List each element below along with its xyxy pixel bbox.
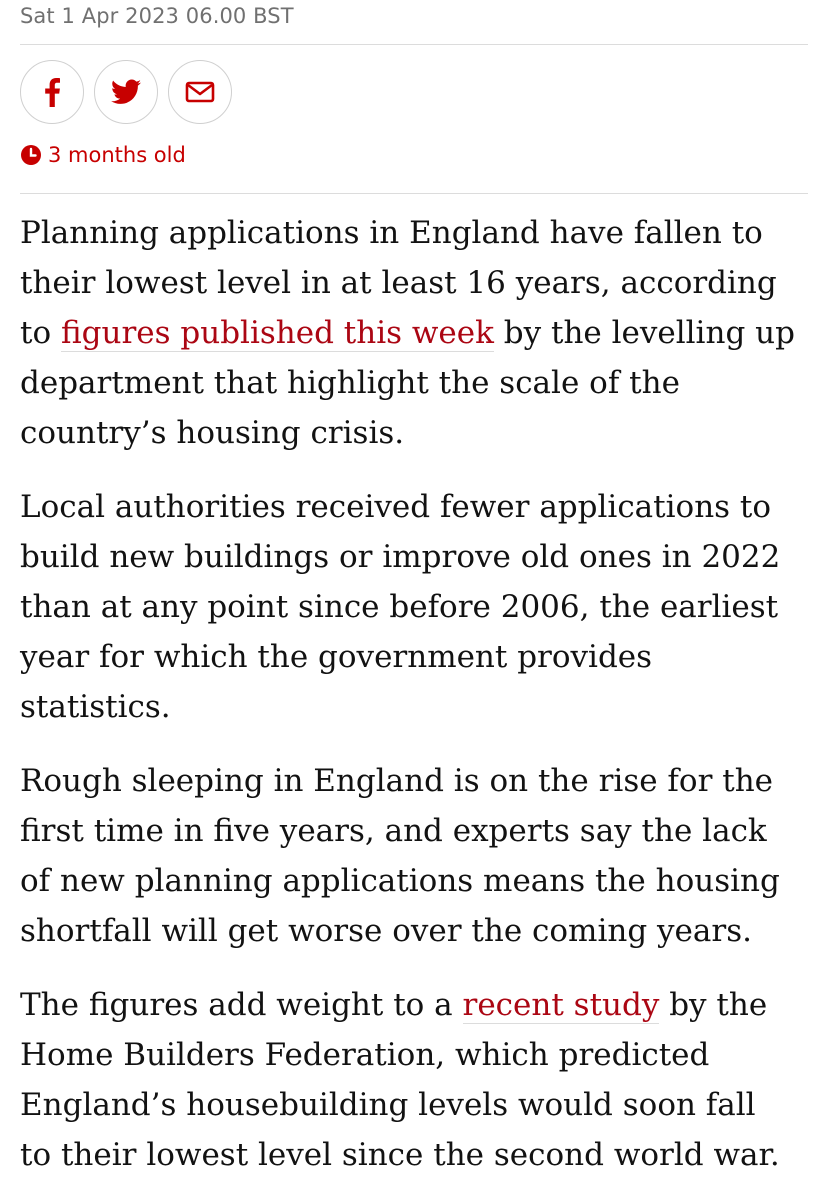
text-line: than at any point since before 2006, the earliest xyxy=(20,589,779,625)
recent-study-link[interactable]: recent study xyxy=(462,987,660,1023)
text-fragment: to xyxy=(20,315,61,351)
article-age xyxy=(20,140,186,170)
text-line: first time in five years, and experts say the lack xyxy=(20,813,767,849)
text-line: Local authorities received fewer applications to xyxy=(20,489,772,525)
paragraph xyxy=(20,482,820,732)
article-body xyxy=(20,208,820,1204)
text-line: their lowest level in at least 16 years, according xyxy=(20,265,777,301)
paragraph xyxy=(20,208,820,458)
share-facebook-button[interactable] xyxy=(20,60,84,124)
text-fragment: by the levelling up xyxy=(493,315,795,351)
article-age-label: 3 months old xyxy=(48,143,186,167)
text-line: Rough sleeping in England is on the rise for the xyxy=(20,763,774,799)
text-line: to their lowest level since the second world war. xyxy=(20,1137,780,1173)
text-fragment: The figures add weight to a xyxy=(20,987,463,1023)
divider xyxy=(20,193,808,194)
share-twitter-button[interactable] xyxy=(94,60,158,124)
text-line: department that highlight the scale of the xyxy=(20,365,680,401)
text-line: build new buildings or improve old ones in 2022 xyxy=(20,539,781,575)
text-line xyxy=(20,308,820,358)
text-fragment: by the xyxy=(659,987,768,1023)
text-line: year for which the government provides xyxy=(20,639,653,675)
text-line xyxy=(20,980,820,1030)
figures-link[interactable]: figures published this week xyxy=(60,315,494,351)
text-line: Planning applications in England have fallen to xyxy=(20,215,763,251)
text-line: Home Builders Federation, which predicted xyxy=(20,1037,710,1073)
divider xyxy=(20,44,808,45)
article-dateline: Sat 1 Apr 2023 06.00 BST xyxy=(20,4,294,28)
text-line: England’s housebuilding levels would soon fall xyxy=(20,1087,756,1123)
text-line: shortfall will get worse over the coming years. xyxy=(20,913,752,949)
facebook-icon xyxy=(42,77,62,107)
email-icon xyxy=(185,81,215,103)
paragraph xyxy=(20,980,820,1180)
text-line: statistics. xyxy=(20,689,171,725)
text-line: of new planning applications means the housing xyxy=(20,863,780,899)
share-email-button[interactable] xyxy=(168,60,232,124)
text-line: country’s housing crisis. xyxy=(20,415,405,451)
twitter-icon xyxy=(111,79,141,105)
clock-icon xyxy=(20,144,42,166)
paragraph xyxy=(20,756,820,956)
